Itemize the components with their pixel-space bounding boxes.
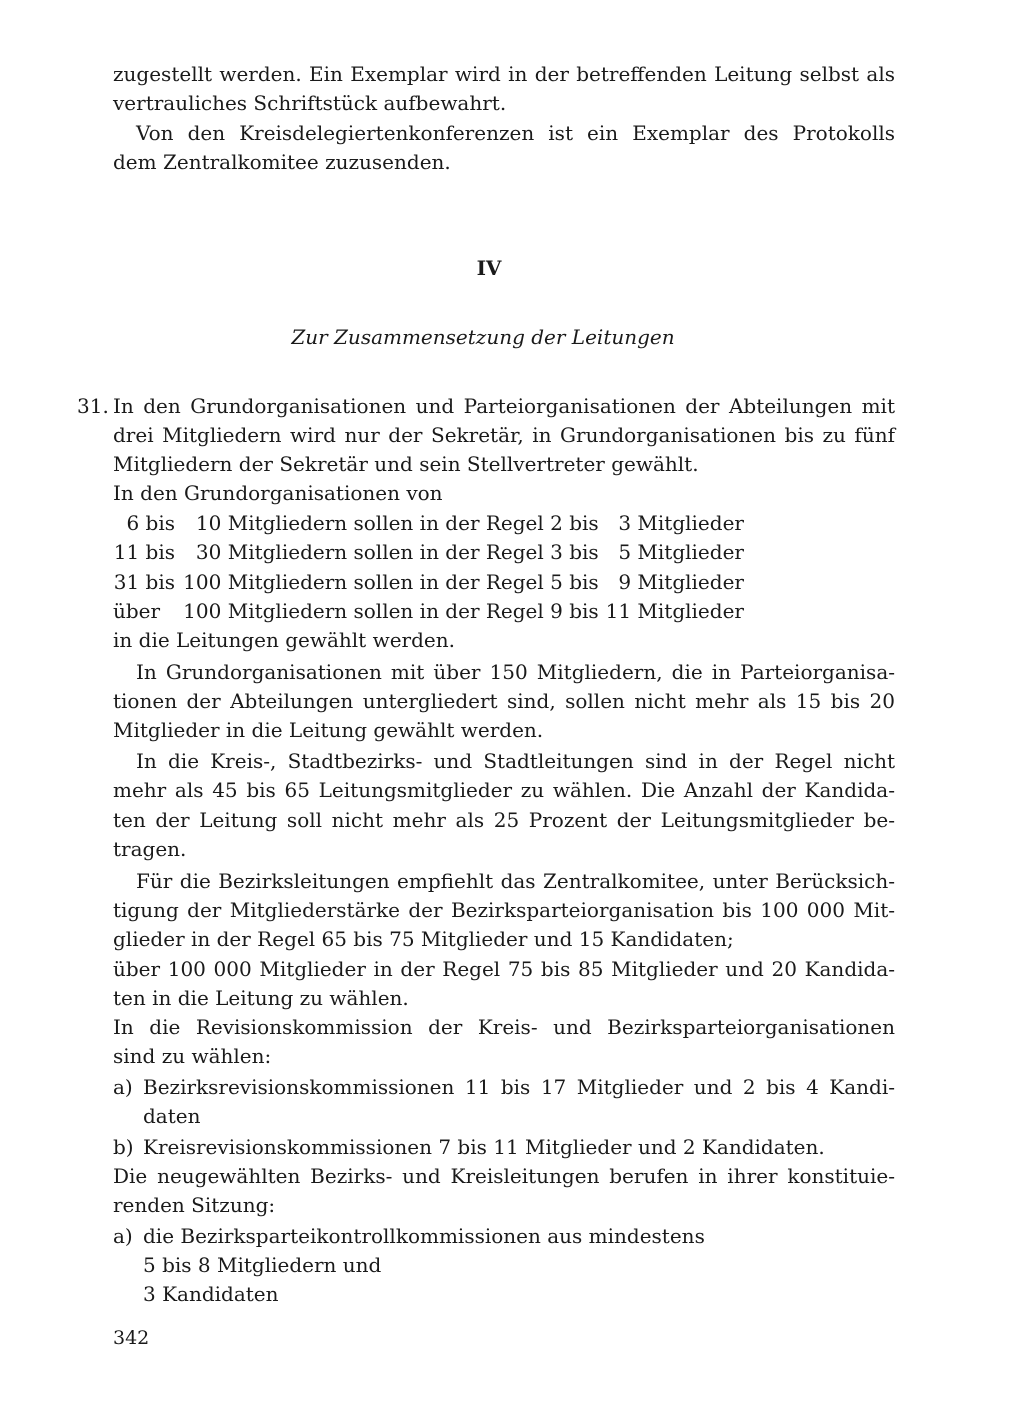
list-item: die Bezirksparteikontrollkommissionen aus mindestens bbox=[143, 1224, 705, 1248]
para3-line-6: In die Revisionskommission der Kreis- und Bezirksparteiorganisationen bbox=[113, 1015, 895, 1039]
para3-line-2: tigung der Mitgliederstärke der Bezirksparteiorganisation bis 100 000 Mit- bbox=[113, 898, 895, 922]
table-row: 6 bis 10 Mitgliedern sollen in der Regel 2 bis 3 Mitglieder bbox=[126, 511, 744, 535]
para3-line-4: über 100 000 Mitglieder in der Regel 75 bis 85 Mitglieder und 20 Kandida- bbox=[113, 957, 895, 981]
intro-line-4: dem Zentralkomitee zuzusenden. bbox=[113, 150, 451, 174]
section-numeral: IV bbox=[476, 256, 502, 280]
intro-line-2: vertrauliches Schriftstück aufbewahrt. bbox=[113, 91, 507, 115]
item31-line-2: drei Mitgliedern wird nur der Sekretär, in Grundorganisationen bis zu fünf bbox=[113, 423, 895, 447]
list-label-a: a) bbox=[113, 1075, 133, 1099]
intro-line-1: zugestellt werden. Ein Exemplar wird in der betreffenden Leitung selbst als bbox=[113, 62, 895, 86]
para4-line-1: Die neugewählten Bezirks- und Kreisleitungen berufen in ihrer konstituie- bbox=[113, 1164, 895, 1188]
table-row: 11 bis 30 Mitgliedern sollen in der Regel 3 bis 5 Mitglieder bbox=[113, 540, 744, 564]
section-heading: Zur Zusammensetzung der Leitungen bbox=[291, 325, 675, 349]
after-table-line: in die Leitungen gewählt werden. bbox=[113, 628, 455, 652]
list-item: 3 Kandidaten bbox=[143, 1282, 279, 1306]
list-item: daten bbox=[143, 1104, 201, 1128]
para2-line-2: mehr als 45 bis 65 Leitungsmitglieder zu wählen. Die Anzahl der Kandida- bbox=[113, 778, 895, 802]
para1-line-2: tionen der Abteilungen untergliedert sind, sollen nicht mehr als 15 bis 20 bbox=[113, 689, 895, 713]
para3-line-1: Für die Bezirksleitungen empfiehlt das Zentralkomitee, unter Berücksich- bbox=[136, 869, 895, 893]
list-item: Bezirksrevisionskommissionen 11 bis 17 Mitglieder und 2 bis 4 Kandi- bbox=[143, 1075, 895, 1099]
list-item: Kreisrevisionskommissionen 7 bis 11 Mitglieder und 2 Kandidaten. bbox=[143, 1135, 825, 1159]
para1-line-3: Mitglieder in die Leitung gewählt werden. bbox=[113, 718, 544, 742]
page-number: 342 bbox=[113, 1327, 150, 1349]
list-label-a: a) bbox=[113, 1224, 133, 1248]
para3-line-5: ten in die Leitung zu wählen. bbox=[113, 986, 409, 1010]
intro-line-3: Von den Kreisdelegiertenkonferenzen ist ein Exemplar des Protokolls bbox=[136, 121, 895, 145]
para2-line-4: tragen. bbox=[113, 837, 187, 861]
list-item: 5 bis 8 Mitgliedern und bbox=[143, 1253, 382, 1277]
item31-line-4: In den Grundorganisationen von bbox=[113, 481, 443, 505]
para3-line-7: sind zu wählen: bbox=[113, 1044, 272, 1068]
para3-line-3: glieder in der Regel 65 bis 75 Mitglieder und 15 Kandidaten; bbox=[113, 927, 734, 951]
para2-line-1: In die Kreis-, Stadtbezirks- und Stadtleitungen sind in der Regel nicht bbox=[136, 749, 895, 773]
list-label-b: b) bbox=[113, 1135, 134, 1159]
table-row: 31 bis 100 Mitgliedern sollen in der Regel 5 bis 9 Mitglieder bbox=[113, 570, 744, 594]
para4-line-2: renden Sitzung: bbox=[113, 1193, 276, 1217]
para2-line-3: ten der Leitung soll nicht mehr als 25 Prozent der Leitungsmitglieder be- bbox=[113, 808, 895, 832]
item-number: 31. bbox=[77, 394, 109, 418]
para1-line-1: In Grundorganisationen mit über 150 Mitgliedern, die in Parteiorganisa- bbox=[136, 660, 895, 684]
table-row: über 100 Mitgliedern sollen in der Regel 9 bis 11 Mitglieder bbox=[113, 599, 744, 623]
item31-line-3: Mitgliedern der Sekretär und sein Stellvertreter gewählt. bbox=[113, 452, 699, 476]
item31-line-1: In den Grundorganisationen und Parteiorganisationen der Abteilungen mit bbox=[113, 394, 895, 418]
